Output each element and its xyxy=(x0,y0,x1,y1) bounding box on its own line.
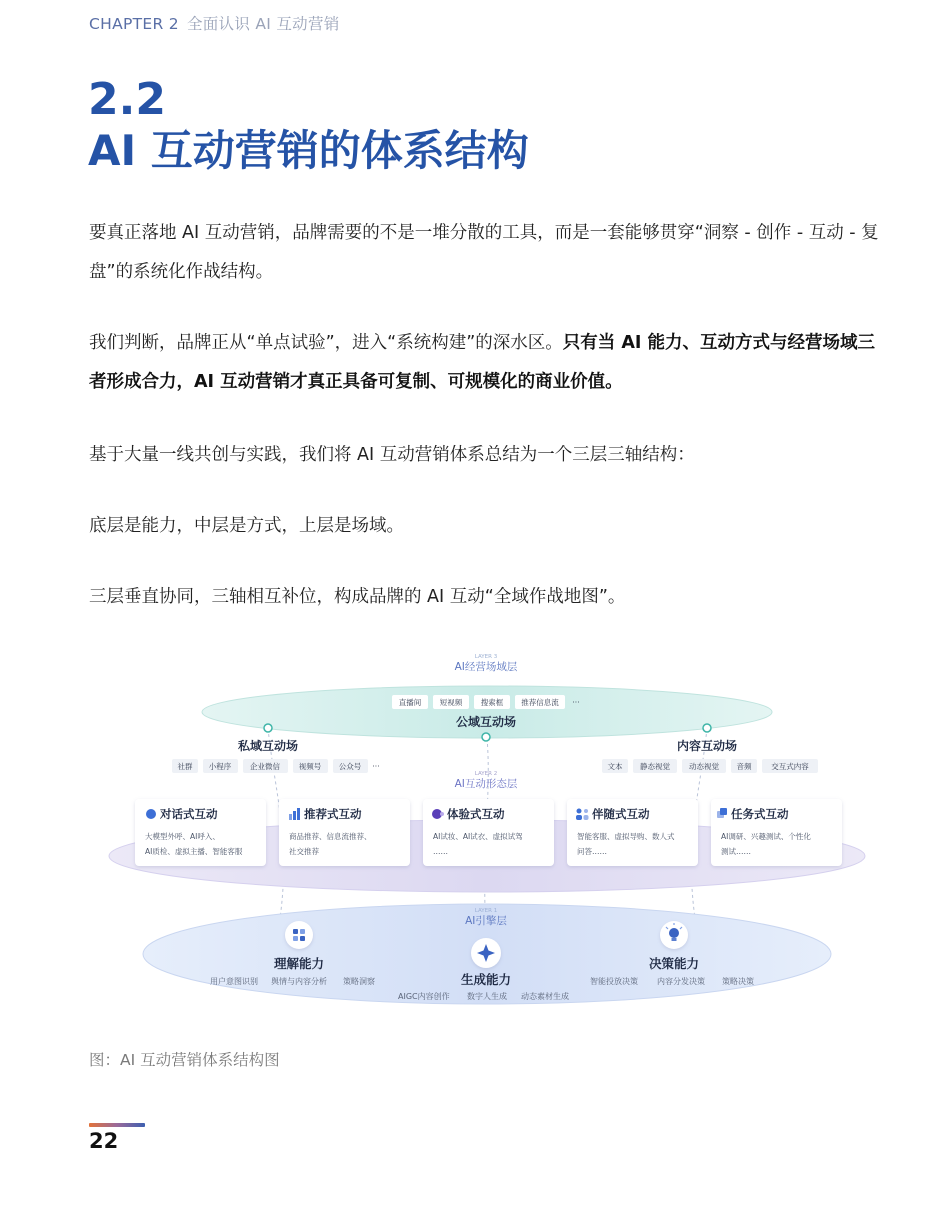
card-desc: 商品推荐、信息流推荐、 xyxy=(289,832,372,841)
chip-label: 推荐信息流 xyxy=(521,698,559,707)
architecture-diagram xyxy=(100,648,872,1020)
layer1-center-item: AIGC内容创作 xyxy=(398,992,450,1001)
chip-label: 视频号 xyxy=(298,762,322,771)
layer1-center-title: 生成能力 xyxy=(460,972,512,987)
layer2-name: AI互动形态层 xyxy=(454,778,518,790)
paragraph-2-bold: 只有当 AI 能力、互动方式与经营场域三者形成合力，AI 互动营销才真正具备可复制、可规模化的商业价值。 xyxy=(89,333,876,392)
chip-label: 直播间 xyxy=(398,698,422,707)
bulb-icon xyxy=(660,921,688,949)
layer3-center-title: 公域互动场 xyxy=(455,715,517,729)
node-dot xyxy=(703,724,711,732)
chip-label: 公众号 xyxy=(338,762,362,771)
card-desc: …… xyxy=(433,847,448,856)
paragraph-5: 三层垂直协同，三轴相互补位，构成品牌的 AI 互动“全域作战地图”。 xyxy=(89,587,626,607)
paragraph-4: 底层是能力，中层是方式，上层是场域。 xyxy=(89,516,404,536)
chip-label: 短视频 xyxy=(439,698,463,707)
card-title: 对话式互动 xyxy=(160,807,218,821)
layer1-tag: LAYER 1 xyxy=(474,908,498,914)
chip-label: 动态视觉 xyxy=(689,762,719,771)
card-desc: AI试妆、AI试衣、虚拟试驾 xyxy=(433,832,523,841)
chapter-label: CHAPTER 2 xyxy=(89,15,179,33)
layer1-right-title: 决策能力 xyxy=(648,956,700,971)
interaction-card xyxy=(279,799,410,866)
layer2-tag: LAYER 2 xyxy=(474,771,498,777)
chat-icon xyxy=(146,809,156,819)
card-desc: 测试…… xyxy=(721,847,751,856)
card-desc: 社交推荐 xyxy=(289,847,319,856)
chapter-header xyxy=(89,12,340,34)
layer3-name: AI经营场域层 xyxy=(454,661,518,673)
layer1-center-item: 动态素材生成 xyxy=(521,992,569,1001)
card-desc: 大模型外呼、AI呼入、 xyxy=(145,832,220,841)
chip-label: 静态视觉 xyxy=(640,762,670,771)
layer1-left-item: 舆情与内容分析 xyxy=(271,977,327,986)
interaction-card xyxy=(135,799,266,866)
chip-label: 小程序 xyxy=(208,762,232,771)
paragraph-2 xyxy=(89,324,889,402)
layer1-right-item: 策略决策 xyxy=(722,977,754,986)
card-title: 伴随式互动 xyxy=(592,807,650,821)
layer1-center-item: 数字人生成 xyxy=(467,992,507,1001)
paragraph-2-normal: 我们判断，品牌正从“单点试验”，进入“系统构建”的深水区。 xyxy=(89,333,563,353)
layer3-tag: LAYER 3 xyxy=(474,654,498,660)
interaction-card xyxy=(711,799,842,866)
card-desc: AI调研、兴趣测试、个性化 xyxy=(721,832,811,841)
chip-label: 搜索框 xyxy=(480,698,504,707)
chip-label: ··· xyxy=(572,698,580,707)
card-desc: 智能客服、虚拟导购、数人式 xyxy=(577,832,675,841)
layer1-left-title: 理解能力 xyxy=(273,956,325,971)
card-desc: 问答…… xyxy=(577,847,607,856)
interaction-card xyxy=(567,799,698,866)
chip-label: 交互式内容 xyxy=(771,762,809,771)
section-title: AI 互动营销的体系结构 xyxy=(88,126,529,175)
figure-caption: 图：AI 互动营销体系结构图 xyxy=(89,1051,280,1069)
paragraph-1: 要真正落地 AI 互动营销，品牌需要的不是一堆分散的工具，而是一套能够贯穿“洞察 - 创作 - 互动 - 复盘”的系统化作战结构。 xyxy=(89,223,879,282)
understand-icon xyxy=(285,921,313,949)
card-title: 任务式互动 xyxy=(731,807,789,821)
layer1-left-item: 策略洞察 xyxy=(343,977,375,986)
chip-label: 企业微信 xyxy=(250,762,280,771)
chip-label: 音频 xyxy=(736,762,752,771)
section-number: 2.2 xyxy=(88,74,166,125)
node-dot xyxy=(482,733,490,741)
layer1-left-item: 用户意图识别 xyxy=(210,977,258,986)
page-number-accent xyxy=(89,1123,145,1127)
layer3-platform xyxy=(202,686,772,738)
page-number: 22 xyxy=(89,1129,119,1153)
layer3-right-title: 内容互动场 xyxy=(676,739,738,753)
layer3-left-title: 私域互动场 xyxy=(237,739,299,753)
node-dot xyxy=(264,724,272,732)
layer1-right-item: 智能投放决策 xyxy=(590,977,638,986)
chapter-title: 全面认识 AI 互动营销 xyxy=(186,15,340,33)
layer1-name: AI引擎层 xyxy=(465,915,507,927)
chip-label: 社群 xyxy=(177,762,193,771)
card-desc: AI质检、虚拟主播、智能客服 xyxy=(145,847,243,856)
layer1-right-item: 内容分发决策 xyxy=(657,977,705,986)
card-title: 体验式互动 xyxy=(447,807,505,821)
card-title: 推荐式互动 xyxy=(304,807,362,821)
sparkle-icon xyxy=(471,938,501,968)
paragraph-3: 基于大量一线共创与实践，我们将 AI 互动营销体系总结为一个三层三轴结构： xyxy=(89,445,695,465)
interaction-card xyxy=(423,799,554,866)
chip-label: 文本 xyxy=(607,762,623,771)
chip-label: ··· xyxy=(372,762,380,771)
